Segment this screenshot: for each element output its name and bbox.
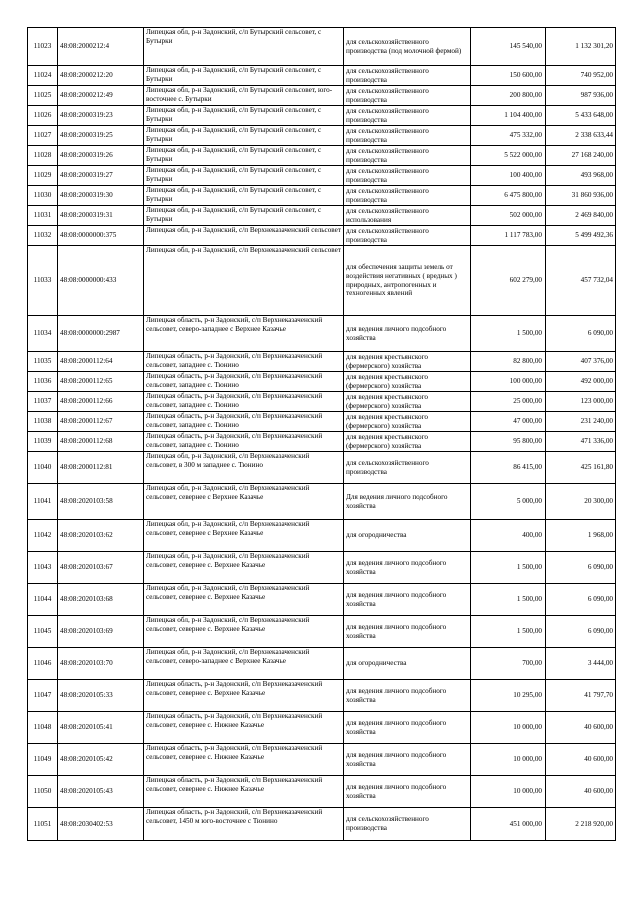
address: Липецкая обл, р-н Задонский, с/п Бутырский сельсовет, с Бутырки bbox=[144, 186, 344, 206]
row-number: 11034 bbox=[28, 316, 58, 352]
row-number: 11043 bbox=[28, 552, 58, 584]
table-row bbox=[28, 520, 616, 552]
table-row bbox=[28, 66, 616, 86]
cadastral-number: 48:08:2000319:25 bbox=[58, 126, 144, 146]
permitted-use: для ведения личного подсобного хозяйства bbox=[344, 316, 471, 352]
permitted-use: для сельскохозяйственного производства bbox=[344, 808, 471, 841]
row-number: 11033 bbox=[28, 246, 58, 316]
cadastral-cost: 41 797,70 bbox=[546, 680, 616, 712]
table-row bbox=[28, 616, 616, 648]
row-number: 11031 bbox=[28, 206, 58, 226]
cadastral-number: 48:08:2020103:62 bbox=[58, 520, 144, 552]
permitted-use: для ведения личного подсобного хозяйства bbox=[344, 616, 471, 648]
address: Липецкая обл, р-н Задонский, с/п Верхнеказаченский сельсовет, севернее с Верхнее Казачье bbox=[144, 520, 344, 552]
table-row bbox=[28, 648, 616, 680]
cadastral-cost: 3 444,00 bbox=[546, 648, 616, 680]
cadastral-number: 48:08:0000000:375 bbox=[58, 226, 144, 246]
area-value: 1 500,00 bbox=[471, 552, 546, 584]
area-value: 200 800,00 bbox=[471, 86, 546, 106]
row-number: 11042 bbox=[28, 520, 58, 552]
row-number: 11027 bbox=[28, 126, 58, 146]
permitted-use: для ведения крестьянского (фермерского) хозяйства bbox=[344, 352, 471, 372]
address: Липецкая обл, р-н Задонский, с/п Бутырский сельсовет, с Бутырки bbox=[144, 106, 344, 126]
permitted-use: для обеспечения защиты земель от воздействия негативных ( вредных ) природных, антропогенных и техногенных явлений bbox=[344, 246, 471, 316]
row-number: 11044 bbox=[28, 584, 58, 616]
cadastral-cost: 123 000,00 bbox=[546, 392, 616, 412]
area-value: 10 000,00 bbox=[471, 712, 546, 744]
address: Липецкая обл, р-н Задонский, с/п Бутырский сельсовет, с Бутырки bbox=[144, 166, 344, 186]
row-number: 11023 bbox=[28, 28, 58, 66]
address: Липецкая обл, р-н Задонский, с/п Верхнеказаченский сельсовет, севернее с. Верхнее Казачье bbox=[144, 584, 344, 616]
permitted-use: для ведения личного подсобного хозяйства bbox=[344, 584, 471, 616]
permitted-use: для ведения крестьянского (фермерского) хозяйства bbox=[344, 392, 471, 412]
cadastral-number: 48:08:2000112:64 bbox=[58, 352, 144, 372]
permitted-use: для ведения личного подсобного хозяйства bbox=[344, 776, 471, 808]
table-row bbox=[28, 372, 616, 392]
permitted-use: для ведения крестьянского (фермерского) хозяйства bbox=[344, 372, 471, 392]
table-row bbox=[28, 392, 616, 412]
area-value: 47 000,00 bbox=[471, 412, 546, 432]
permitted-use: для ведения личного подсобного хозяйства bbox=[344, 680, 471, 712]
table-row bbox=[28, 776, 616, 808]
row-number: 11045 bbox=[28, 616, 58, 648]
row-number: 11050 bbox=[28, 776, 58, 808]
row-number: 11040 bbox=[28, 452, 58, 484]
cadastral-cost: 40 600,00 bbox=[546, 776, 616, 808]
permitted-use: для сельскохозяйственного производства (под молочной фермой) bbox=[344, 28, 471, 66]
row-number: 11029 bbox=[28, 166, 58, 186]
address: Липецкая обл, р-н Задонский, с/п Верхнеказаченский сельсовет, северо-западнее с Верхнее Казачье bbox=[144, 648, 344, 680]
permitted-use: для сельскохозяйственного производства bbox=[344, 226, 471, 246]
address: Липецкая область, р-н Задонский, с/п Верхнеказаченский сельсовет, западнее с. Тюнино bbox=[144, 412, 344, 432]
area-value: 1 500,00 bbox=[471, 316, 546, 352]
area-value: 10 295,00 bbox=[471, 680, 546, 712]
table-row bbox=[28, 484, 616, 520]
area-value: 700,00 bbox=[471, 648, 546, 680]
row-number: 11051 bbox=[28, 808, 58, 841]
table-row bbox=[28, 808, 616, 841]
cadastral-number: 48:08:2000212:20 bbox=[58, 66, 144, 86]
permitted-use: для ведения крестьянского (фермерского) хозяйства bbox=[344, 432, 471, 452]
cadastral-number: 48:08:2020103:58 bbox=[58, 484, 144, 520]
cadastral-cost: 27 168 240,00 bbox=[546, 146, 616, 166]
permitted-use: для сельскохозяйственного производства bbox=[344, 66, 471, 86]
cadastral-number: 48:08:2030402:53 bbox=[58, 808, 144, 841]
table-row bbox=[28, 106, 616, 126]
area-value: 145 540,00 bbox=[471, 28, 546, 66]
address: Липецкая обл, р-н Задонский, с/п Верхнеказаченский сельсовет, в 300 м западнее с. Тюнино bbox=[144, 452, 344, 484]
table-row bbox=[28, 584, 616, 616]
cadastral-value-table bbox=[27, 27, 616, 841]
cadastral-number: 48:08:2020105:41 bbox=[58, 712, 144, 744]
row-number: 11035 bbox=[28, 352, 58, 372]
cadastral-number: 48:08:2000212:49 bbox=[58, 86, 144, 106]
address: Липецкая обл, р-н Задонский, с/п Бутырский сельсовет, с Бутырки bbox=[144, 146, 344, 166]
cadastral-cost: 1 132 301,20 bbox=[546, 28, 616, 66]
address: Липецкая обл, р-н Задонский, с/п Бутырский сельсовет, с Бутырки bbox=[144, 28, 344, 66]
table-row bbox=[28, 146, 616, 166]
permitted-use: для сельскохозяйственного производства bbox=[344, 106, 471, 126]
cadastral-number: 48:08:2000319:30 bbox=[58, 186, 144, 206]
cadastral-number: 48:08:2000112:81 bbox=[58, 452, 144, 484]
table-row bbox=[28, 552, 616, 584]
cadastral-cost: 5 433 648,00 bbox=[546, 106, 616, 126]
cadastral-number: 48:08:2000112:66 bbox=[58, 392, 144, 412]
area-value: 5 000,00 bbox=[471, 484, 546, 520]
area-value: 1 104 400,00 bbox=[471, 106, 546, 126]
area-value: 475 332,00 bbox=[471, 126, 546, 146]
address: Липецкая область, р-н Задонский, с/п Верхнеказаченский сельсовет, западнее с. Тюнино bbox=[144, 432, 344, 452]
cadastral-cost: 2 469 840,00 bbox=[546, 206, 616, 226]
address: Липецкая обл, р-н Задонский, с/п Верхнеказаченский сельсовет, севернее с. Верхнее Казачье bbox=[144, 616, 344, 648]
row-number: 11041 bbox=[28, 484, 58, 520]
cadastral-number: 48:08:2000319:27 bbox=[58, 166, 144, 186]
row-number: 11037 bbox=[28, 392, 58, 412]
cadastral-number: 48:08:2020103:68 bbox=[58, 584, 144, 616]
area-value: 100 000,00 bbox=[471, 372, 546, 392]
cadastral-cost: 457 732,04 bbox=[546, 246, 616, 316]
area-value: 502 000,00 bbox=[471, 206, 546, 226]
area-value: 1 117 783,00 bbox=[471, 226, 546, 246]
cadastral-cost: 6 090,00 bbox=[546, 552, 616, 584]
cadastral-cost: 40 600,00 bbox=[546, 744, 616, 776]
cadastral-number: 48:08:2000319:31 bbox=[58, 206, 144, 226]
cadastral-number: 48:08:2000319:26 bbox=[58, 146, 144, 166]
row-number: 11036 bbox=[28, 372, 58, 392]
cadastral-cost: 493 968,00 bbox=[546, 166, 616, 186]
cadastral-cost: 471 336,00 bbox=[546, 432, 616, 452]
cadastral-cost: 740 952,00 bbox=[546, 66, 616, 86]
area-value: 400,00 bbox=[471, 520, 546, 552]
cadastral-cost: 40 600,00 bbox=[546, 712, 616, 744]
permitted-use: для ведения крестьянского (фермерского) хозяйства bbox=[344, 412, 471, 432]
table-row bbox=[28, 316, 616, 352]
table-row bbox=[28, 680, 616, 712]
cadastral-cost: 492 000,00 bbox=[546, 372, 616, 392]
address: Липецкая область, р-н Задонский, с/п Верхнеказаченский сельсовет, севернее с. Верхнее Казачье bbox=[144, 680, 344, 712]
permitted-use: для сельскохозяйственного производства bbox=[344, 86, 471, 106]
cadastral-number: 48:08:2020103:67 bbox=[58, 552, 144, 584]
area-value: 5 522 000,00 bbox=[471, 146, 546, 166]
area-value: 1 500,00 bbox=[471, 584, 546, 616]
row-number: 11048 bbox=[28, 712, 58, 744]
area-value: 150 600,00 bbox=[471, 66, 546, 86]
cadastral-number: 48:08:2000319:23 bbox=[58, 106, 144, 126]
cadastral-number: 48:08:2000112:68 bbox=[58, 432, 144, 452]
permitted-use: для огородничества bbox=[344, 520, 471, 552]
permitted-use: для огородничества bbox=[344, 648, 471, 680]
row-number: 11026 bbox=[28, 106, 58, 126]
area-value: 602 279,00 bbox=[471, 246, 546, 316]
permitted-use: для сельскохозяйственного производства bbox=[344, 146, 471, 166]
cadastral-cost: 2 218 920,00 bbox=[546, 808, 616, 841]
cadastral-cost: 425 161,80 bbox=[546, 452, 616, 484]
address: Липецкая область, р-н Задонский, с/п Верхнеказаченский сельсовет, 1450 м юго-восточнее с Тюнино bbox=[144, 808, 344, 841]
cadastral-cost: 1 968,00 bbox=[546, 520, 616, 552]
row-number: 11049 bbox=[28, 744, 58, 776]
area-value: 10 000,00 bbox=[471, 744, 546, 776]
table-body bbox=[28, 28, 616, 841]
area-value: 82 800,00 bbox=[471, 352, 546, 372]
cadastral-cost: 20 300,00 bbox=[546, 484, 616, 520]
area-value: 25 000,00 bbox=[471, 392, 546, 412]
permitted-use: для сельскохозяйственного использования bbox=[344, 206, 471, 226]
area-value: 86 415,00 bbox=[471, 452, 546, 484]
permitted-use: для ведения личного подсобного хозяйства bbox=[344, 712, 471, 744]
address: Липецкая область, р-н Задонский, с/п Верхнеказаченский сельсовет, западнее с. Тюнино bbox=[144, 372, 344, 392]
area-value: 1 500,00 bbox=[471, 616, 546, 648]
table-row bbox=[28, 744, 616, 776]
cadastral-number: 48:08:2020105:42 bbox=[58, 744, 144, 776]
table-row bbox=[28, 352, 616, 372]
address: Липецкая область, р-н Задонский, с/п Верхнеказаченский сельсовет, западнее с. Тюнино bbox=[144, 352, 344, 372]
address: Липецкая область, р-н Задонский, с/п Верхнеказаченский сельсовет, западнее с. Тюнино bbox=[144, 392, 344, 412]
table-row bbox=[28, 432, 616, 452]
address: Липецкая обл, р-н Задонский, с/п Верхнеказаченский сельсовет, севернее с Верхнее Казачье bbox=[144, 484, 344, 520]
table-row bbox=[28, 86, 616, 106]
table-row bbox=[28, 452, 616, 484]
row-number: 11030 bbox=[28, 186, 58, 206]
row-number: 11039 bbox=[28, 432, 58, 452]
cadastral-number: 48:08:0000000:2987 bbox=[58, 316, 144, 352]
cadastral-number: 48:08:2000212:4 bbox=[58, 28, 144, 66]
row-number: 11024 bbox=[28, 66, 58, 86]
permitted-use: для сельскохозяйственного производства bbox=[344, 126, 471, 146]
area-value: 95 800,00 bbox=[471, 432, 546, 452]
table-row bbox=[28, 246, 616, 316]
row-number: 11032 bbox=[28, 226, 58, 246]
permitted-use: для сельскохозяйственного производства bbox=[344, 452, 471, 484]
row-number: 11028 bbox=[28, 146, 58, 166]
address: Липецкая область, р-н Задонский, с/п Верхнеказаченский сельсовет, севернее с. Нижнее Казачье bbox=[144, 712, 344, 744]
address: Липецкая область, р-н Задонский, с/п Верхнеказаченский сельсовет, севернее с. Нижнее Казачье bbox=[144, 776, 344, 808]
cadastral-cost: 6 090,00 bbox=[546, 584, 616, 616]
permitted-use: для сельскохозяйственного производства bbox=[344, 186, 471, 206]
row-number: 11038 bbox=[28, 412, 58, 432]
address: Липецкая обл, р-н Задонский, с/п Бутырский сельсовет, с Бутырки bbox=[144, 66, 344, 86]
address: Липецкая область, р-н Задонский, с/п Верхнеказаченский сельсовет, севернее с. Нижнее Казачье bbox=[144, 744, 344, 776]
row-number: 11025 bbox=[28, 86, 58, 106]
permitted-use: Для ведения личного подсобного хозяйства bbox=[344, 484, 471, 520]
cadastral-cost: 31 860 936,00 bbox=[546, 186, 616, 206]
table-row bbox=[28, 412, 616, 432]
address: Липецкая обл, р-н Задонский, с/п Верхнеказаченский сельсовет bbox=[144, 246, 344, 316]
cadastral-number: 48:08:2020105:43 bbox=[58, 776, 144, 808]
cadastral-cost: 5 499 492,36 bbox=[546, 226, 616, 246]
cadastral-number: 48:08:2020105:33 bbox=[58, 680, 144, 712]
table-row bbox=[28, 206, 616, 226]
cadastral-cost: 231 240,00 bbox=[546, 412, 616, 432]
permitted-use: для сельскохозяйственного производства bbox=[344, 166, 471, 186]
cadastral-cost: 6 090,00 bbox=[546, 616, 616, 648]
address: Липецкая область, р-н Задонский, с/п Верхнеказаченский сельсовет, северо-западнее с Верхнее Казачье bbox=[144, 316, 344, 352]
area-value: 100 400,00 bbox=[471, 166, 546, 186]
cadastral-cost: 987 936,00 bbox=[546, 86, 616, 106]
row-number: 11046 bbox=[28, 648, 58, 680]
permitted-use: для ведения личного подсобного хозяйства bbox=[344, 744, 471, 776]
table-row bbox=[28, 166, 616, 186]
address: Липецкая обл, р-н Задонский, с/п Верхнеказаченский сельсовет bbox=[144, 226, 344, 246]
cadastral-number: 48:08:0000000:433 bbox=[58, 246, 144, 316]
area-value: 451 000,00 bbox=[471, 808, 546, 841]
permitted-use: для ведения личного подсобного хозяйства bbox=[344, 552, 471, 584]
table-row bbox=[28, 226, 616, 246]
cadastral-number: 48:08:2000112:65 bbox=[58, 372, 144, 392]
cadastral-number: 48:08:2020103:70 bbox=[58, 648, 144, 680]
address: Липецкая обл, р-н Задонский, с/п Бутырский сельсовет, юго-восточнее с. Бутырки bbox=[144, 86, 344, 106]
table-row bbox=[28, 126, 616, 146]
cadastral-number: 48:08:2020103:69 bbox=[58, 616, 144, 648]
cadastral-cost: 6 090,00 bbox=[546, 316, 616, 352]
area-value: 10 000,00 bbox=[471, 776, 546, 808]
cadastral-cost: 2 338 633,44 bbox=[546, 126, 616, 146]
address: Липецкая обл, р-н Задонский, с/п Бутырский сельсовет, с Бутырки bbox=[144, 126, 344, 146]
table-row bbox=[28, 186, 616, 206]
address: Липецкая обл, р-н Задонский, с/п Верхнеказаченский сельсовет, севернее с. Верхнее Казачье bbox=[144, 552, 344, 584]
cadastral-cost: 407 376,00 bbox=[546, 352, 616, 372]
table-row bbox=[28, 28, 616, 66]
cadastral-number: 48:08:2000112:67 bbox=[58, 412, 144, 432]
address: Липецкая обл, р-н Задонский, с/п Бутырский сельсовет, с Бутырки bbox=[144, 206, 344, 226]
row-number: 11047 bbox=[28, 680, 58, 712]
area-value: 6 475 800,00 bbox=[471, 186, 546, 206]
table-row bbox=[28, 712, 616, 744]
